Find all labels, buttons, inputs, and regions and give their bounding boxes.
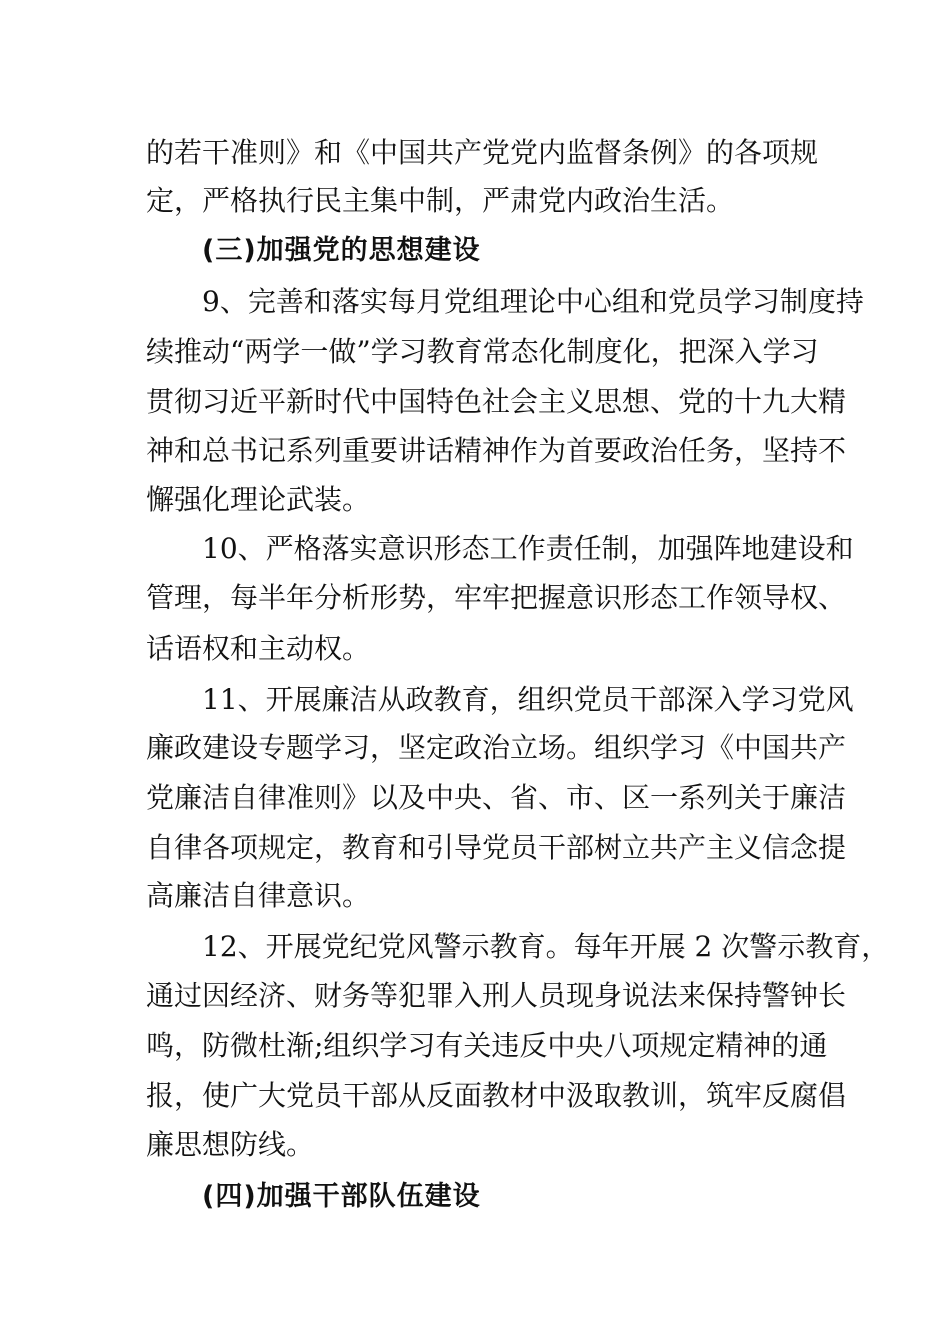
body-text-line: 报，使广大党员干部从反面教材中汲取教训，筑牢反腐倡 xyxy=(146,1079,847,1112)
body-text-line: 定，严格执行民主集中制，严肃党内政治生活。 xyxy=(146,184,735,217)
body-text-line: 12、开展党纪党风警示教育。每年开展 2 次警示教育， xyxy=(202,930,890,963)
body-text-line: 廉政建设专题学习，坚定政治立场。组织学习《中国共产 xyxy=(146,731,847,764)
body-text-line: 通过因经济、财务等犯罪入刑人员现身说法来保持警钟长 xyxy=(146,979,847,1012)
body-text-line: 10、严格落实意识形态工作责任制，加强阵地建设和 xyxy=(202,532,854,565)
body-text-line: 9、完善和落实每月党组理论中心组和党员学习制度持 xyxy=(202,285,864,318)
body-text-line: 的若干准则》和《中国共产党党内监督条例》的各项规 xyxy=(146,136,819,169)
body-text-line: 贯彻习近平新时代中国特色社会主义思想、党的十九大精 xyxy=(146,385,847,418)
body-text-line: 话语权和主动权。 xyxy=(146,632,371,665)
body-text-line: 续推动“两学一做”学习教育常态化制度化，把深入学习 xyxy=(146,335,819,368)
body-text-line: 鸣，防微杜渐;组织学习有关违反中央八项规定精神的通 xyxy=(146,1029,828,1062)
body-text-line: 高廉洁自律意识。 xyxy=(146,879,371,912)
body-text-line: 自律各项规定，教育和引导党员干部树立共产主义信念提 xyxy=(146,831,847,864)
body-text-line: 党廉洁自律准则》以及中央、省、市、区一系列关于廉洁 xyxy=(146,781,847,814)
section-heading: (三)加强党的思想建设 xyxy=(202,235,481,266)
body-text-line: 廉思想防线。 xyxy=(146,1128,315,1161)
body-text-line: 懈强化理论武装。 xyxy=(146,483,371,516)
body-text-line: 神和总书记系列重要讲话精神作为首要政治任务，坚持不 xyxy=(146,434,847,467)
section-heading: (四)加强干部队伍建设 xyxy=(202,1181,481,1212)
body-text-line: 管理，每半年分析形势，牢牢把握意识形态工作领导权、 xyxy=(146,581,847,614)
body-text-line: 11、开展廉洁从政教育，组织党员干部深入学习党风 xyxy=(202,683,854,716)
